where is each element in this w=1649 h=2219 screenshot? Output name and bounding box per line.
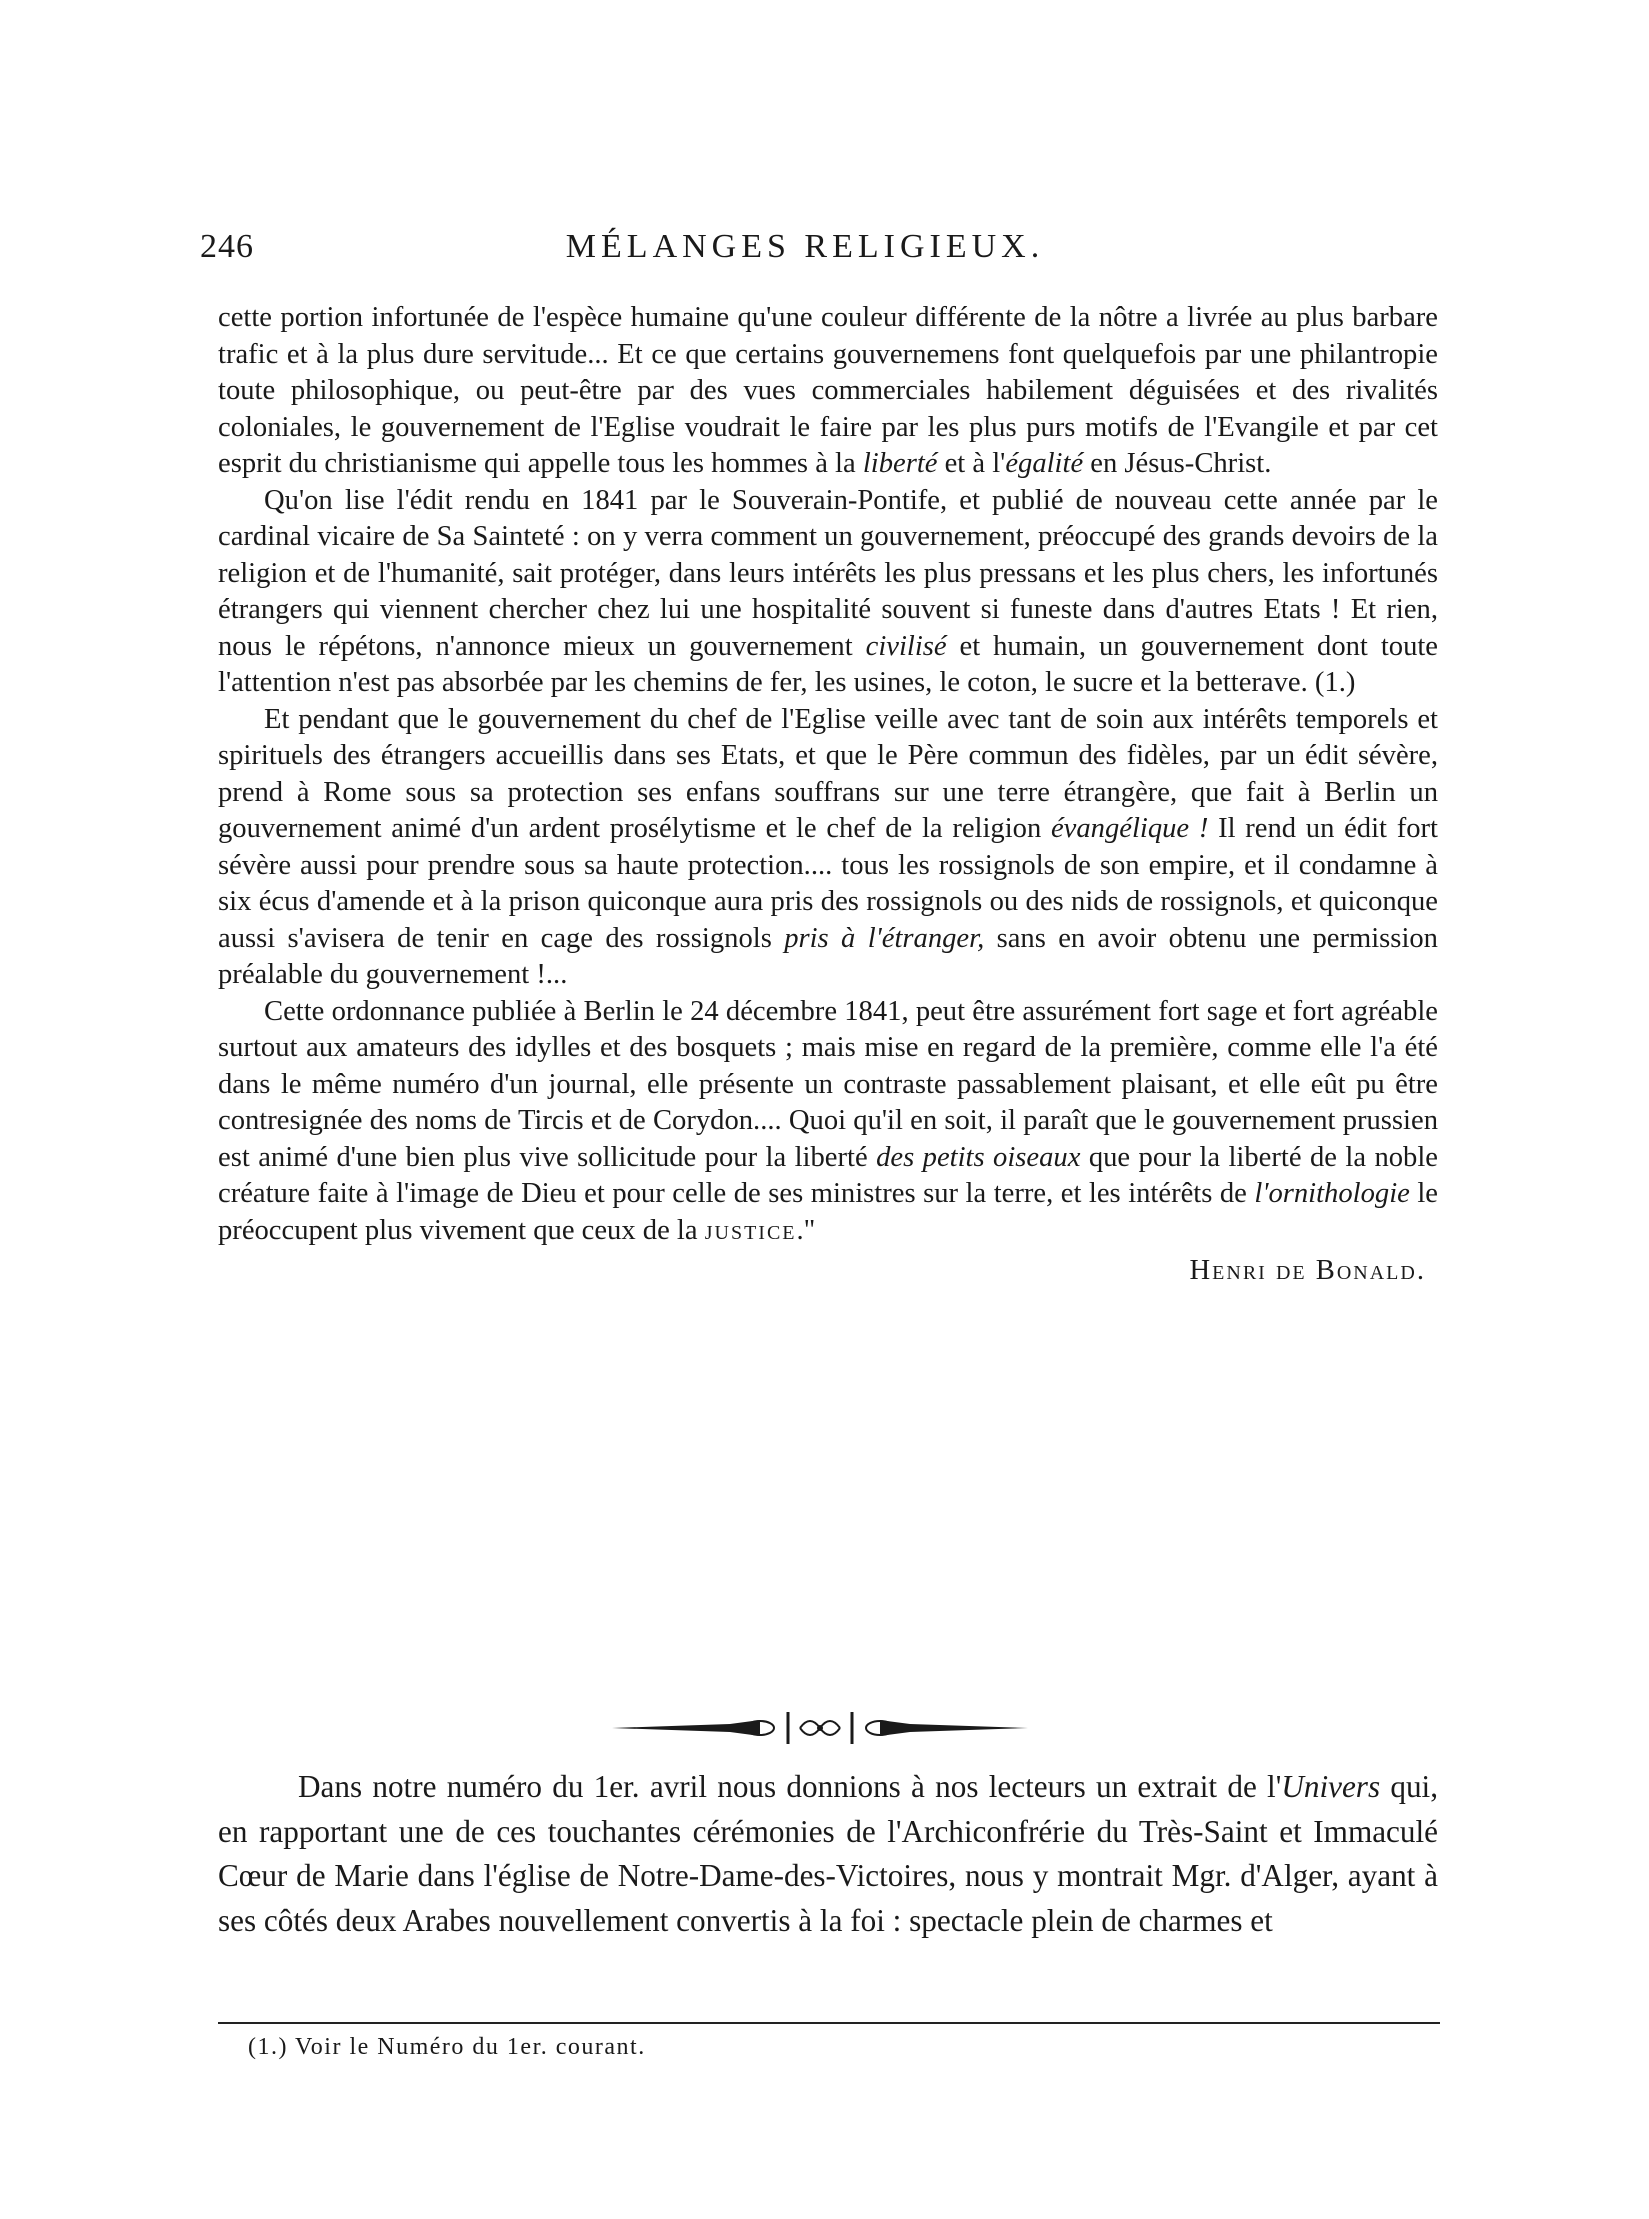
paragraph [218,702,1438,994]
footnote: (1.) Voir le Numéro du 1er. courant. [248,2034,646,2060]
paragraph [218,994,1438,1250]
italic-text: Univers [1281,1769,1381,1804]
italic-text: l'ornithologie [1254,1178,1410,1209]
text-run: et à l' [937,448,1006,479]
page-header [200,228,1410,278]
text-run: Et pendant que le gouvernement du chef de l'Eglise veille avec tant de soin aux intérêts temporels et spirituels des étrangers accueillis dans ses Etats, et que le Père commun des fidèles, par un édit sévère, prend à Rome sous sa protection ses enfans souffrans sur une terre étrangère, que fait à Berlin un gouvernement animé d'un ardent prosélytisme et le chef de la religion [218,703,1438,844]
italic-text: liberté [862,448,938,479]
italic-text: pris à l'étranger, [784,922,985,954]
text-run: Cette ordonnance publiée à Berlin le 24 décembre 1841, peut être assurément fort sage et fort agréable surtout aux amateurs des idylles et des bosquets ; mais mise en regard de la première, comme elle l'a été dans le même numéro d'un journal, elle présente un contraste passablement plaisant, et elle eût pu être contresignée des noms de Tircis et de Corydon.... Quoi qu'il en soit, il paraît que le gouvernement prussien est animé d'une bien plus vive sollicitude pour la liberté [218,995,1438,1173]
text-run: et humain, un gouvernement dont toute l'attention n'est pas absorbée par les chemins de fer, les usines, le coton, le sucre et la betterave. (1.) [218,630,1438,698]
italic-text: des petits oiseaux [876,1141,1081,1173]
signature: Henri de Bonald. [1189,1255,1426,1286]
text-run: Qu'on lise l'édit rendu en 1841 par le Souverain-Pontife, et publié de nouveau cette année par le cardinal vicaire de Sa Sainteté : on y verra comment un gouvernement, préoccupé des grands devoirs de la religion et de l'humanité, sait protéger, dans leurs intérêts les plus pressans et les plus chers, les infortunés étrangers qui viennent chercher chez lui une hospitalité souvent si funeste dans d'autres Etats ! Et rien, nous le répétons, n'annonce mieux un gouvernement [218,484,1438,662]
text-run: ." [796,1214,816,1246]
italic-text: égalité [1005,448,1084,479]
text-run: en Jésus-Christ. [1083,448,1272,479]
footnote-rule [218,2022,1440,2024]
text-run: que pour la liberté de la noble créature faite à l'image de Dieu et pour celle de ses ministres sur la terre, et les intérêts de [218,1141,1438,1209]
ornamental-divider [610,1708,1030,1748]
text-run: Il rend un édit fort sévère aussi pour prendre sous sa haute protection.... tous les rossignols de son empire, et il condamne à six écus d'amende et à la prison quiconque aura pris des rossignols ou des nids de rossignols, et quiconque aussi s'avisera de tenir en cage des rossignols [218,813,1438,954]
italic-text: évangélique ! [1050,813,1209,844]
text-run: cette portion infortunée de l'espèce humaine qu'une couleur différente de la nôtre a livrée au plus barbare trafic et à la plus dure servitude... Et ce que certains gouvernemens font quelquefois par une philantropie toute philosophique, ou peut-être par des vues commerciales habilement déguisées et des rivalités coloniales, le gouvernement de l'Eglise voudrait le faire par les plus purs motifs de l'Evangile et par cet esprit du christianisme qui appelle tous les hommes à la [218,302,1438,479]
text-run: Dans notre numéro du 1er. avril nous donnions à nos lecteurs un extrait de l' [298,1769,1282,1804]
running-title: MÉLANGES RELIGIEUX. [565,228,1045,265]
paragraph [218,1765,1438,1943]
second-article [218,1765,1438,1943]
text-run: qui, en rapportant une de ces touchantes cérémonies de l'Archiconfrérie du Très-Saint et Immaculé Cœur de Marie dans l'église de Notre-Dame-des-Victoires, nous y montrait Mgr. d'Alger, ayant à ses côtés deux Arabes nouvellement convertis à la foi : spectacle plein de charmes et [218,1769,1439,1938]
article-body [218,300,1438,1290]
smallcaps-text: justice [704,1214,797,1246]
paragraph [218,483,1438,702]
italic-text: civilisé [865,630,947,662]
page-number: 246 [200,228,254,265]
paragraph [218,300,1438,483]
text-run: le préoccupent plus vivement que ceux de la [218,1178,1438,1246]
text-run: sans en avoir obtenu une permission préalable du gouvernement !... [218,922,1438,990]
